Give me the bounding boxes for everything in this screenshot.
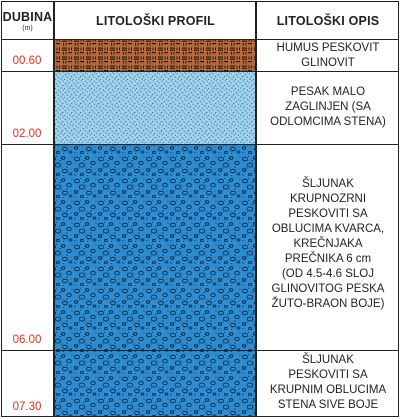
humus-layer-fill: [55, 40, 255, 71]
depth-title: DUBINA: [2, 9, 53, 24]
depth-label-layer-1: 00.60: [12, 55, 42, 67]
depth-unit: (m): [22, 24, 33, 32]
profile-column-header: [55, 1, 256, 40]
profile-title: LITOLOŠKI PROFIL: [96, 13, 215, 28]
description-column-header: [257, 1, 399, 40]
description-layer-3: ŠLJUNAK KRUPNOZRNI PESKOVITI SA OBLUCIMA KVARCA, KREČNJAKA PREČNIKA 6 cm (OD 4.5-4.6 SLOJ GLINOVITOG PESKA ŽUTO-BRAON BOJE): [271, 178, 385, 310]
depth-label-layer-2: 02.00: [12, 128, 42, 140]
depth-label-layer-4: 07.30: [12, 401, 42, 413]
lithological-log: [1, 1, 399, 417]
sand-layer-fill: [55, 71, 255, 144]
depth-label-layer-3: 06.00: [12, 334, 42, 346]
layer-fills: [55, 40, 255, 416]
depth-column-header: [1, 1, 54, 40]
gravel-layer-fill: [55, 144, 255, 350]
description-title: LITOLOŠKI OPIS: [276, 13, 380, 28]
description-layer-2: PESAK MALO ZAGLINJEN (SA ODLOMCIMA STENA): [270, 86, 386, 128]
description-layer-1: HUMUS PESKOVIT GLINOVIT: [276, 42, 380, 69]
gravel-bottom-layer-fill: [55, 350, 255, 416]
description-layer-4: ŠLJUNAK PESKOVITI SA KRUPNIM OBLUCIMA STENA SIVE BOJE: [269, 354, 387, 411]
